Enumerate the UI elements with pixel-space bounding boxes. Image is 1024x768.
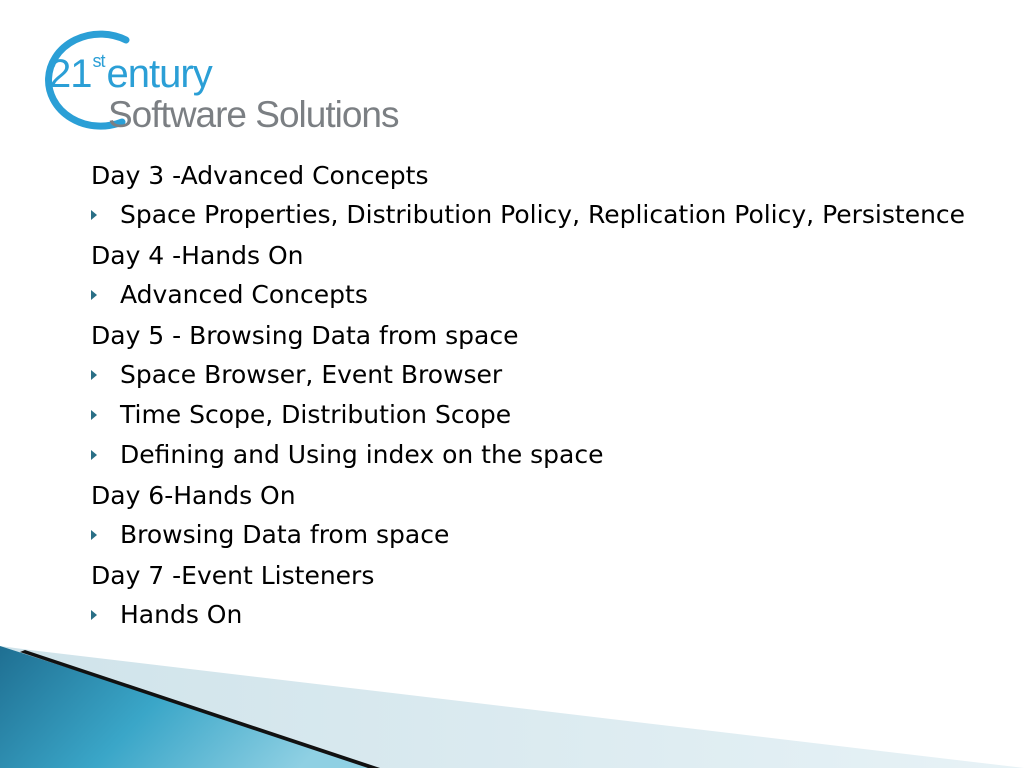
bullet-item: Browsing Data from space — [91, 518, 991, 558]
bullet-arrow-icon — [91, 370, 97, 380]
logo-text-line2: Software Solutions — [108, 94, 399, 135]
section-heading: Day 5 - Browsing Data from space — [91, 321, 519, 350]
day-3-section — [91, 158, 991, 238]
bullet-item: Time Scope, Distribution Scope — [91, 398, 991, 438]
bullet-arrow-icon — [91, 450, 97, 460]
bullet-arrow-icon — [91, 210, 97, 220]
bullet-arrow-icon — [91, 290, 97, 300]
bullet-arrow-icon — [91, 530, 97, 540]
section-heading: Day 7 -Event Listeners — [91, 561, 375, 590]
bullet-arrow-icon — [91, 610, 97, 620]
section-heading: Day 3 -Advanced Concepts — [91, 161, 429, 190]
bullet-item: Space Browser, Event Browser — [91, 358, 991, 398]
company-logo — [24, 26, 404, 136]
bullet-item: Hands On — [91, 598, 991, 638]
bullet-arrow-icon — [91, 410, 97, 420]
day-4-section — [91, 238, 991, 318]
section-heading: Day 6-Hands On — [91, 481, 296, 510]
bullet-item: Defining and Using index on the space — [91, 438, 991, 478]
agenda-content — [91, 158, 991, 638]
bullet-item: Space Properties, Distribution Policy, Replication Policy, Persistence — [91, 198, 991, 238]
section-heading: Day 4 -Hands On — [91, 241, 304, 270]
day-7-section — [91, 558, 991, 638]
bullet-item: Advanced Concepts — [91, 278, 991, 318]
day-5-section — [91, 318, 991, 478]
logo-text-line1: 21stentury — [49, 51, 212, 96]
day-6-section — [91, 478, 991, 558]
